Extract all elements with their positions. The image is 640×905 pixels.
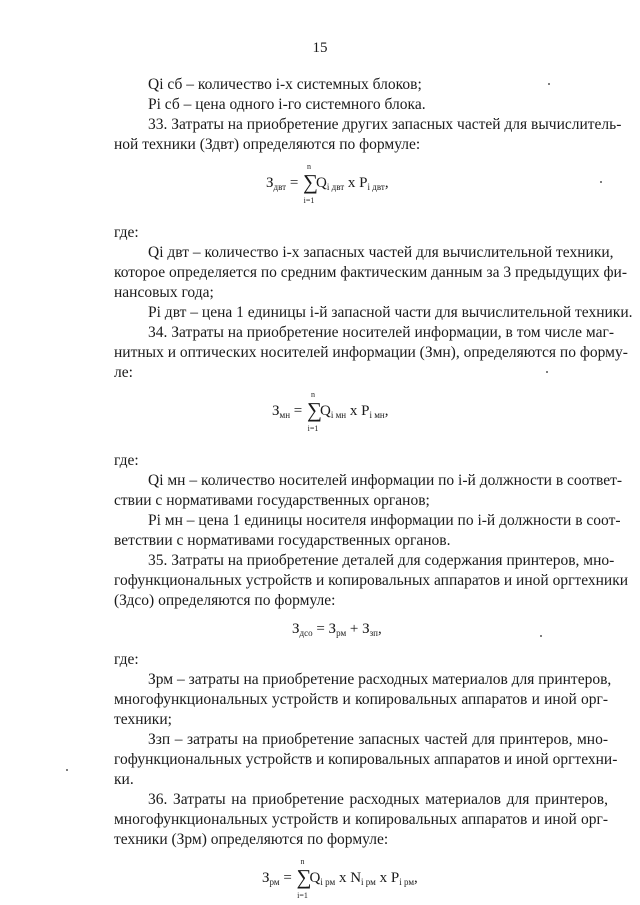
text-line: которое определяется по средним фактическим данным за 3 предыдущих фи- — [114, 264, 627, 281]
text-line: гофункциональных устройств и копировальных аппаратов и иной оргтехни- — [114, 751, 618, 768]
text-line: Зрм – затраты на приобретение расходных материалов для принтеров, — [148, 671, 612, 688]
text-line: ветствии с нормативами государственных органов. — [114, 532, 451, 549]
text-line: где: — [114, 452, 139, 469]
text-line: Pi мн – цена 1 единицы носителя информации по i-й должности в соот- — [148, 512, 621, 529]
formula-zmn: $З_{мн}$ = n ∑ i=1 $Q_{i мн}$ x $P_{i мн}$, — [272, 390, 389, 433]
formula-zdso: $З_{дсо} = З_{рм} + З_{зп}$, — [292, 621, 382, 638]
text-line: нансовых года; — [114, 284, 214, 301]
text-line: техники; — [114, 711, 172, 728]
text-line: многофункциональных устройств и копировальных аппаратов и иной орг- — [114, 691, 608, 708]
text-line: 36. Затраты на приобретение расходных материалов для принтеров, — [148, 791, 608, 808]
text-line: ле: — [114, 364, 133, 381]
text-line: 34. Затраты на приобретение носителей информации, в том числе маг- — [148, 324, 615, 341]
text-line: Pi сб – цена одного i-го системного блока. — [148, 96, 426, 113]
scan-speck — [66, 769, 68, 771]
text-line: Qi двт – количество i-х запасных частей для вычислительной техники, — [148, 244, 614, 261]
text-line: ной техники (Здвт) определяются по формуле: — [114, 136, 421, 153]
text-line: многофункциональных устройств и копировальных аппаратов и иной орг- — [114, 811, 608, 828]
text-line: гофункциональных устройств и копировальных аппаратов и иной оргтехники — [114, 572, 629, 589]
formula-zdvt: $З_{двт}$ = n ∑ i=1 $Q_{i двт}$ x $P_{i двт}$, — [266, 162, 389, 205]
text-line: Qi мн – количество носителей информации по i-й должности в соответ- — [148, 472, 623, 489]
text-line: техники (Зрм) определяются по формуле: — [114, 831, 389, 848]
sum-sign: n ∑ i=1 — [303, 162, 319, 205]
text-line: где: — [114, 224, 139, 241]
text-line: где: — [114, 651, 139, 668]
text-line: нитных и оптических носителей информации (Змн), определяются по форму- — [114, 344, 628, 361]
text-line: 35. Затраты на приобретение деталей для содержания принтеров, мно- — [148, 552, 615, 569]
scan-speck — [548, 83, 550, 85]
sum-sign: n ∑ i=1 — [307, 390, 322, 433]
scan-speck — [600, 181, 602, 183]
text-line: Ззп – затраты на приобретение запасных частей для принтеров, мно- — [148, 731, 608, 748]
scan-speck — [540, 635, 542, 637]
page-number: 15 — [312, 40, 328, 56]
text-line: ствии с нормативами государственных органов; — [114, 492, 430, 509]
text-line: 33. Затраты на приобретение других запасных частей для вычислитель- — [148, 116, 622, 133]
text-line: (Здсо) определяются по формуле: — [114, 592, 336, 609]
text-line: ки. — [114, 771, 134, 788]
text-line: Qi сб – количество i-х системных блоков; — [148, 76, 422, 93]
sum-sign: n ∑ i=1 — [296, 857, 312, 900]
formula-zrm: $З_{рм}$ = n ∑ i=1 $Q_{i рм}$ x $N_{i рм}$ x $P_{i рм}$, — [262, 857, 418, 900]
scan-speck — [546, 371, 548, 373]
text-line: Pi двт – цена 1 единицы i-й запасной части для вычислительной техники. — [148, 304, 633, 321]
